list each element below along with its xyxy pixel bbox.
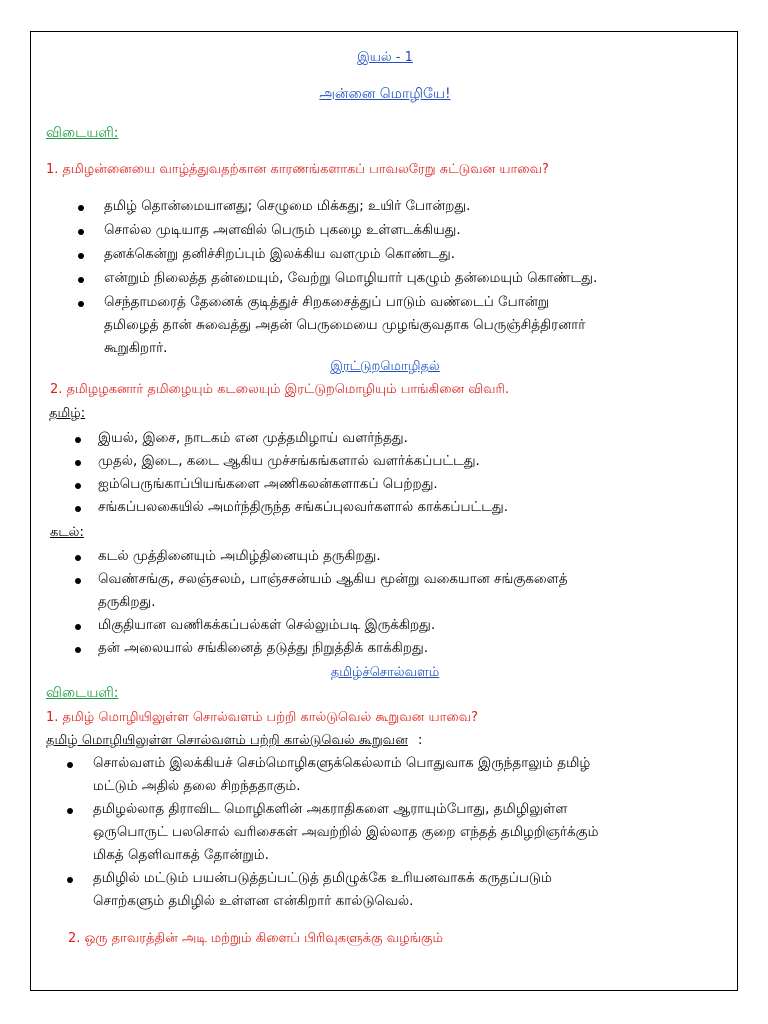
subtitle (46, 733, 422, 749)
solvalam-item-3-line-2: சொற்களும் தமிழில் உள்ளன என்கிறார் கால்டுவெல். (93, 893, 414, 909)
solvalam-bullet-dot (67, 877, 73, 883)
list-item-bullet-dot (78, 277, 84, 283)
list-item-bullet-dot (78, 205, 84, 211)
list-item-item-4: என்றும் நிலைத்த தன்மையும், வேற்று மொழியார் புகழும் தன்மையும் கொண்டது. (104, 270, 598, 286)
chapter-heading: இயல் - 1 (357, 50, 413, 65)
list-item-bullet-dot (78, 301, 84, 307)
list-item-item-5-line-2: தமிழைத் தான் சுவைத்து அதன் பெருமையை முழங்குவதாக பெருஞ்சித்திரனார் (104, 317, 586, 333)
tamil-label: தமிழ்: (49, 406, 86, 421)
sea-item-2-line-1: வெண்சங்கு, சலஞ்சலம், பாஞ்சசன்யம் ஆகிய மூன்று வகையான சங்குகளைத் (98, 571, 568, 587)
list-item-bullet-dot (78, 253, 84, 259)
tamil-bullet-dot (75, 483, 81, 489)
tamil-item-1: இயல், இசை, நாடகம் என முத்தமிழாய் வளர்ந்தது. (98, 430, 408, 446)
solvalam-item-2-line-3: மிகத் தெளிவாகத் தோன்றும். (93, 847, 269, 863)
subtitle-colon: : (417, 733, 423, 748)
tamil-item-3: ஐம்பெருங்காப்பியங்களை அணிகலன்களாகப் பெற்றது. (98, 476, 438, 492)
solvalam-bullet-dot (67, 808, 73, 814)
sea-bullet-dot (75, 555, 81, 561)
document-page (30, 31, 738, 991)
sea-bullet-dot (75, 647, 81, 653)
sea-item-1: கடல் முத்தினையும் அமிழ்தினையும் தருகிறது. (98, 548, 381, 564)
page-title: அன்னை மொழியே! (319, 86, 451, 102)
solvalam-item-2-line-2: ஒருபொருட் பலசொல் வரிசைகள் அவற்றில் இல்லாத குறை எந்தத் தமிழறிஞர்க்கும் (93, 824, 599, 840)
list-item-item-5-line-1: செந்தாமரைத் தேனைக் குடித்துச் சிறகசைத்துப் பாடும் வண்டைப் போன்று (104, 294, 550, 310)
tamil-item-4: சங்கப்பலகையில் அமர்ந்திருந்த சங்கப்புலவர்களால் காக்கப்பட்டது. (98, 499, 509, 515)
question-3-2: 2. ஒரு தாவரத்தின் அடி மற்றும் கிளைப் பிரிவுகளுக்கு வழங்கும் (68, 931, 443, 946)
tamil-bullet-dot (75, 437, 81, 443)
solvalam-item-3-line-1: தமிழில் மட்டும் பயன்படுத்தப்பட்டுத் தமிழுக்கே உரியனவாகக் கருதப்படும் (93, 870, 552, 886)
tamil-item-2: முதல், இடை, கடை ஆகிய முச்சங்கங்களால் வளர்க்கப்பட்டது. (98, 453, 480, 469)
tamil-bullet-dot (75, 460, 81, 466)
sea-label: கடல்: (50, 525, 84, 540)
section-heading-rettura: இரட்டுறமொழிதல் (330, 359, 440, 374)
list-item-item-1: தமிழ் தொன்மையானது; செழுமை மிக்கது; உயிர் போன்றது. (104, 198, 471, 214)
question-2: 2. தமிழழகனார் தமிழையும் கடலையும் இரட்டுறமொழியும் பாங்கினை விவரி. (50, 382, 509, 397)
list-item-item-2: சொல்ல முடியாத அளவில் பெரும் புகழை உள்ளடக்கியது. (104, 222, 461, 238)
solvalam-item-2-line-1: தமிழல்லாத திராவிட மொழிகளின் அகராதிகளை ஆராயும்போது, தமிழிலுள்ள (93, 801, 568, 817)
section-heading-solvalam: தமிழ்ச்சொல்வளம் (330, 665, 440, 680)
sea-item-3: மிகுதியான வணிகக்கப்பல்கள் செல்லும்படி இருக்கிறது. (98, 617, 436, 633)
sea-item-2-line-2: தருகிறது. (98, 594, 156, 610)
solvalam-bullet-dot (67, 762, 73, 768)
list-item-item-5-line-3: கூறுகிறார். (104, 340, 168, 356)
answer-label: விடையளி: (46, 125, 119, 141)
solvalam-item-1-line-1: சொல்வளம் இலக்கியச் செம்மொழிகளுக்கெல்லாம் பொதுவாக இருந்தாலும் தமிழ் (93, 755, 591, 771)
list-item-bullet-dot (78, 229, 84, 235)
tamil-bullet-dot (75, 506, 81, 512)
subtitle-text: தமிழ் மொழியிலுள்ள சொல்வளம் பற்றி கால்டுவெல் கூறுவன (46, 733, 408, 748)
question-1: 1. தமிழன்னையை வாழ்த்துவதற்கான காரணங்களாகப் பாவலரேறு சுட்டுவன யாவை? (46, 162, 549, 177)
list-item-item-3: தனக்கென்று தனிச்சிறப்பும் இலக்கிய வளமும் கொண்டது. (104, 246, 456, 262)
solvalam-item-1-line-2: மட்டும் அதில் தலை சிறந்ததாகும். (93, 778, 301, 794)
sea-item-4: தன் அலையால் சங்கினைத் தடுத்து நிறுத்திக் காக்கிறது. (98, 640, 429, 656)
answer-label-2: விடையளி: (46, 685, 119, 701)
sea-bullet-dot (75, 578, 81, 584)
question-3-1: 1. தமிழ் மொழியிலுள்ள சொல்வளம் பற்றி கால்டுவெல் கூறுவன யாவை? (46, 710, 479, 725)
sea-bullet-dot (75, 624, 81, 630)
